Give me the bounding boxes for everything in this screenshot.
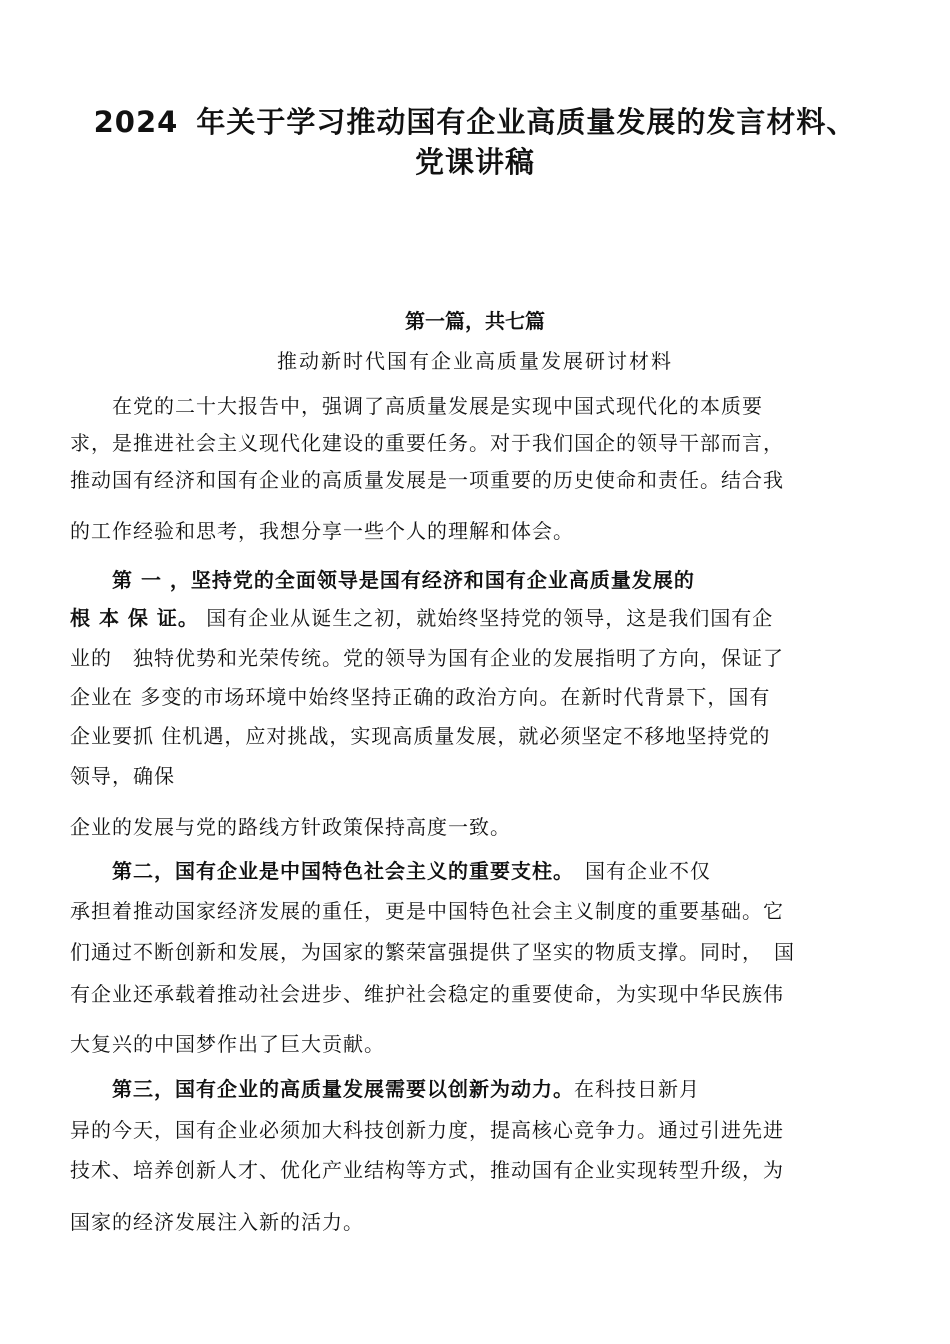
paragraph-text: 在科技日新月	[574, 1077, 700, 1101]
paragraph-text: 国有企业不仅	[564, 859, 711, 883]
body-line	[70, 857, 882, 885]
body-line: 们通过不断创新和发展，为国家的繁荣富强提供了坚实的物质支撑。同时， 国	[70, 940, 795, 964]
body-line: 异的今天，国有企业必须加大科技创新力度，提高核心竞争力。通过引进先进	[70, 1118, 784, 1142]
body-line	[70, 566, 882, 594]
heading-point-1-end: 根 本 保 证。	[70, 606, 199, 630]
body-line: 求，是推进社会主义现代化建设的重要任务。对于我们国企的领导干部而言，	[70, 431, 784, 455]
body-line: 国家的经济发展注入新的活力。	[70, 1210, 364, 1234]
body-line: 大复兴的中国梦作出了巨大贡献。	[70, 1032, 385, 1056]
heading-point-2: 第二，国有企业是中国特色社会主义的重要支柱。	[70, 859, 564, 883]
heading-point-1: 第 一 ，坚持党的全面领导是国有经济和国有企业高质量发展的	[70, 568, 695, 592]
body-line	[70, 604, 882, 632]
body-line: 技术、培养创新人才、优化产业结构等方式，推动国有企业实现转型升级，为	[70, 1158, 784, 1182]
body-line: 业的 独特优势和光荣传统。党的领导为国有企业的发展指明了方向，保证了	[70, 646, 784, 670]
heading-point-3: 第三，国有企业的高质量发展需要以创新为动力。	[70, 1077, 574, 1101]
body-line: 承担着推动国家经济发展的重任，更是中国特色社会主义制度的重要基础。它	[70, 899, 784, 923]
section-subtitle: 推动新时代国有企业高质量发展研讨材料	[277, 349, 673, 373]
body-line	[70, 1075, 882, 1103]
body-line: 的工作经验和思考，我想分享一些个人的理解和体会。	[70, 519, 574, 543]
title-text: 年关于学习推动国有企业高质量发展的发言材料、	[196, 105, 857, 139]
section-label: 第一篇，共七篇	[405, 309, 545, 333]
title-year: 2024	[93, 105, 179, 139]
body-line: 有企业还承载着推动社会进步、维护社会稳定的重要使命，为实现中华民族伟	[70, 982, 784, 1006]
document-title-line-2: 党课讲稿	[414, 145, 535, 179]
body-line: 企业的发展与党的路线方针政策保持高度一致。	[70, 815, 511, 839]
document-title-line-1	[0, 100, 950, 141]
body-line: 在党的二十大报告中，强调了高质量发展是实现中国式现代化的本质要	[70, 394, 763, 418]
body-line: 企业在 多变的市场环境中始终坚持正确的政治方向。在新时代背景下，国有	[70, 685, 771, 709]
body-line: 企业要抓 住机遇，应对挑战，实现高质量发展，就必须坚定不移地坚持党的	[70, 724, 771, 748]
body-line: 推动国有经济和国有企业的高质量发展是一项重要的历史使命和责任。结合我	[70, 468, 784, 492]
body-line: 领导，确保	[70, 764, 175, 788]
paragraph-text: 国有企业从诞生之初，就始终坚持党的领导，这是我们国有企	[198, 606, 774, 630]
